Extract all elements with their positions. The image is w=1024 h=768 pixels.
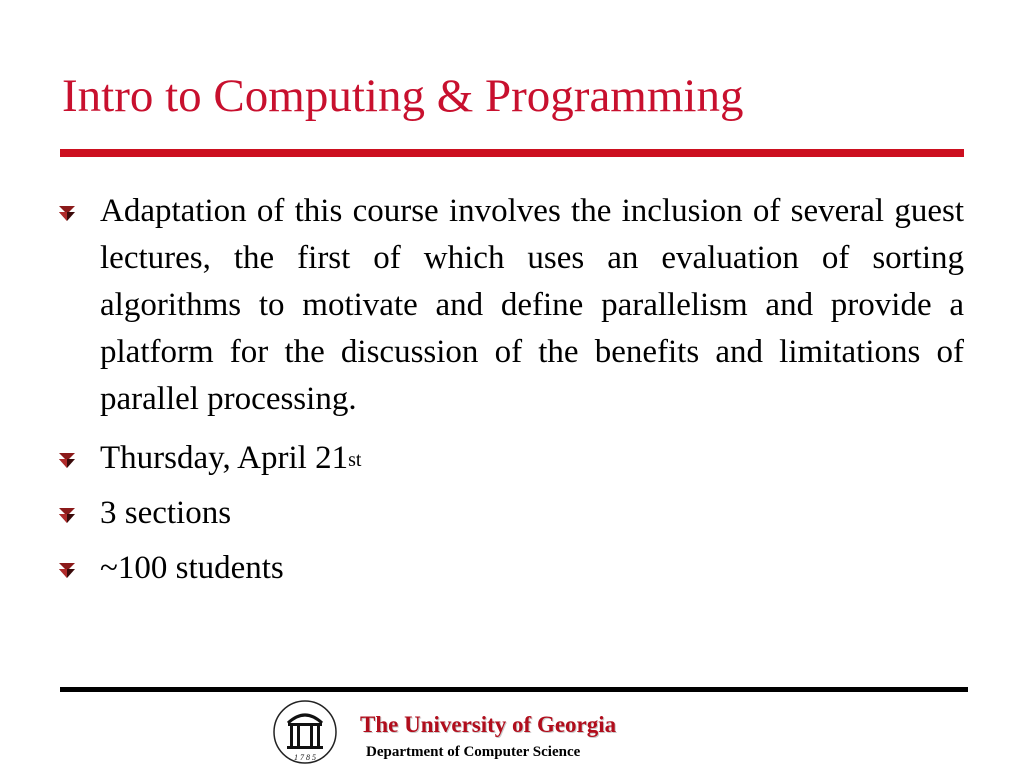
title-divider: [60, 149, 964, 157]
bullet-text: 3 sections: [100, 495, 232, 531]
bullet-text: Adaptation of this course involves the inclusion of several guest lectures, the first of which uses an evaluation of sorting algorithms to motivate and define parallelism and provide a platform for the discussion of the benefits and limitations of parallel processing.: [100, 193, 964, 417]
seal-year: 1 7 8 5: [294, 753, 316, 762]
chevron-down-icon: [58, 561, 76, 579]
chevron-down-icon: [58, 506, 76, 524]
slide-title: Intro to Computing & Programming: [62, 70, 744, 122]
bullet-superscript: st: [348, 449, 362, 471]
chevron-down-icon: [58, 451, 76, 469]
bullet-item: [58, 435, 964, 482]
bullet-item: [58, 188, 964, 423]
footer-divider: [60, 687, 968, 692]
university-seal-arch-icon: [272, 699, 338, 765]
bullet-text: ~100 students: [100, 550, 284, 586]
bullet-item: [58, 545, 964, 592]
bullet-text: Thursday, April 21: [100, 440, 349, 476]
department-name: Department of Computer Science: [366, 744, 581, 760]
chevron-down-icon: [58, 204, 76, 222]
university-name: The University of Georgia: [360, 712, 617, 737]
bullet-item: [58, 490, 964, 537]
bullet-list: [58, 188, 964, 600]
